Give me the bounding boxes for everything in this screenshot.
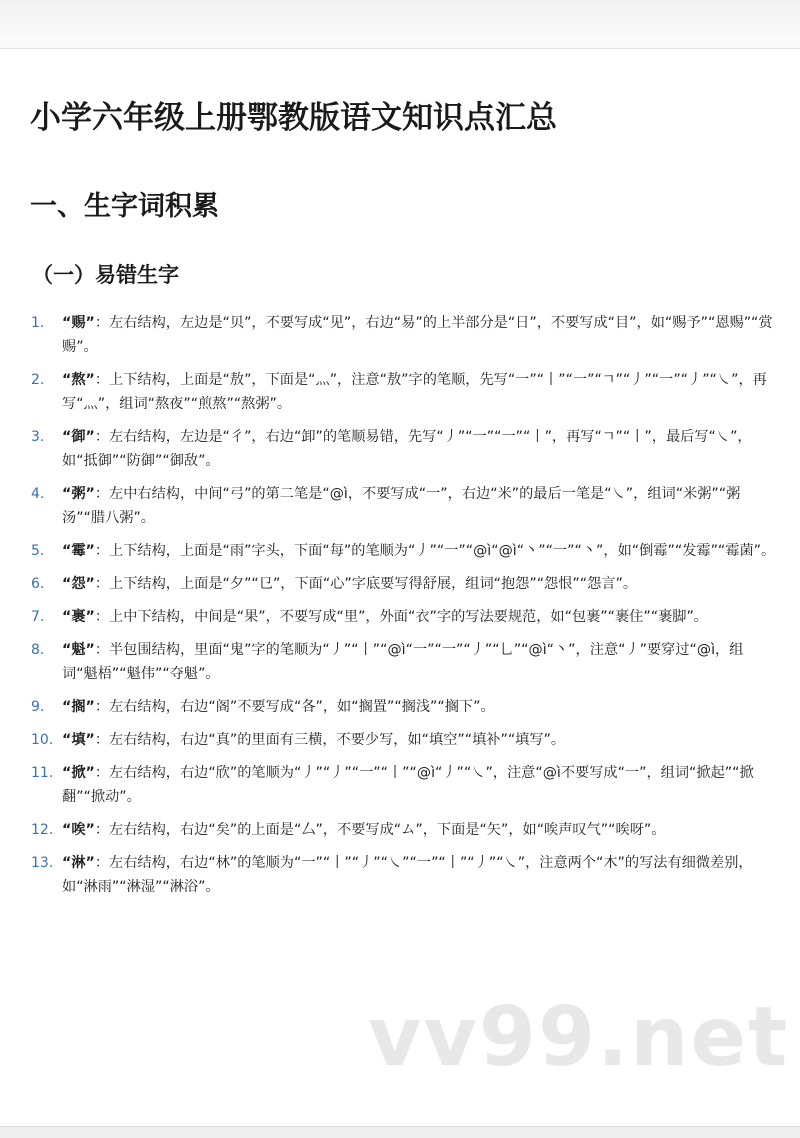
list-item — [0, 695, 800, 719]
item-text: ：上下结构，上面是“雨”字头，下面“每”的笔顺为“丿”“一”“@ì“@ì“丶”“一”“丶”，如“倒霉”“发霉”“霉菌”。 — [94, 543, 776, 559]
item-text: ：上下结构，上面是“夕”“㔾”，下面“心”字底要写得舒展，组词“抱怨”“怨恨”“怨言”。 — [94, 576, 638, 592]
item-character: “粥” — [62, 486, 95, 502]
item-number: 8. — [31, 642, 45, 658]
item-number: 7. — [31, 609, 45, 625]
item-character: “熬” — [62, 372, 95, 388]
item-character: “唉” — [62, 822, 95, 838]
list-item — [0, 605, 800, 629]
item-text: ：左右结构，右边“林”的笔顺为“一”“丨”“丿”“㇏”“一”“丨”“丿”“㇏”，注意两个“木”的写法有细微差别，如“淋雨”“淋湿”“淋浴”。 — [62, 855, 753, 895]
item-text: ：左右结构，右边“矣”的上面是“厶”，不要写成“ム”，下面是“矢”，如“唉声叹气”“唉呀”。 — [94, 822, 666, 838]
item-number: 5. — [31, 543, 45, 559]
list-item — [0, 728, 800, 752]
item-character: “填” — [62, 732, 95, 748]
watermark: vv99.net — [368, 990, 790, 1085]
item-character: “裹” — [62, 609, 95, 625]
item-number: 3. — [31, 429, 45, 445]
item-text: ：左右结构，右边“阁”不要写成“各”，如“搁置”“搁浅”“搁下”。 — [94, 699, 495, 715]
item-character: “淋” — [62, 855, 95, 871]
top-bar — [0, 0, 800, 49]
item-character: “赐” — [62, 315, 95, 331]
item-text: ：上下结构，上面是“敖”，下面是“灬”，注意“敖”字的笔顺，先写“一”“丨”“一”“ㄱ”“丿”“一”“丿”“㇏”，再写“灬”，组词“熬夜”“煎熬”“熬粥”。 — [62, 372, 767, 412]
list-item — [0, 482, 800, 530]
item-number: 13. — [31, 855, 54, 871]
item-character: “搁” — [62, 699, 95, 715]
list-item — [0, 761, 800, 809]
list-item — [0, 851, 800, 899]
character-list — [0, 311, 800, 908]
page-bottom-edge — [0, 1126, 800, 1138]
page-title: 小学六年级上册鄂教版语文知识点汇总 — [30, 100, 557, 136]
item-character: “魁” — [62, 642, 95, 658]
item-text: ：左右结构，左边是“彳”，右边“卸”的笔顺易错，先写“丿”“一”“一”“丨”，再写“ㄱ”“丨”，最后写“㇏”，如“抵御”“防御”“御敌”。 — [62, 429, 752, 469]
list-item — [0, 638, 800, 686]
item-number: 4. — [31, 486, 45, 502]
section-heading: 一、生字词积累 — [30, 191, 219, 222]
item-character: “御” — [62, 429, 95, 445]
item-number: 11. — [31, 765, 54, 781]
item-text: ：左中右结构，中间“弓”的第二笔是“@ì，不要写成“一”，右边“米”的最后一笔是“㇏”，组词“米粥”“粥汤”“腊八粥”。 — [62, 486, 741, 526]
item-number: 12. — [31, 822, 54, 838]
item-text: ：左右结构，左边是“贝”，不要写成“见”，右边“易”的上半部分是“日”，不要写成“目”，如“赐予”“恩赐”“赏赐”。 — [62, 315, 773, 355]
item-text: ：左右结构，右边“真”的里面有三横，不要少写，如“填空”“填补”“填写”。 — [94, 732, 566, 748]
item-text: ：上中下结构，中间是“果”，不要写成“里”，外面“衣”字的写法要规范，如“包裹”“裹住”“裹脚”。 — [94, 609, 708, 625]
list-item — [0, 572, 800, 596]
item-number: 6. — [31, 576, 45, 592]
item-character: “霉” — [62, 543, 95, 559]
item-number: 1. — [31, 315, 45, 331]
item-character: “掀” — [62, 765, 95, 781]
item-number: 9. — [31, 699, 45, 715]
list-item — [0, 425, 800, 473]
subsection-heading: （一）易错生字 — [32, 263, 179, 287]
list-item — [0, 311, 800, 359]
item-text: ：半包围结构，里面“鬼”字的笔顺为“丿”“丨”“@ì“一”“一”“丿”“乚”“@ì“丶”，注意“丿”要穿过“@ì，组词“魁梧”“魁伟”“夺魁”。 — [62, 642, 744, 682]
list-item — [0, 539, 800, 563]
item-number: 10. — [31, 732, 54, 748]
item-number: 2. — [31, 372, 45, 388]
item-character: “怨” — [62, 576, 95, 592]
list-item — [0, 818, 800, 842]
item-text: ：左右结构，右边“欣”的笔顺为“丿”“丿”“一”“丨”“@ì“丿”“㇏”，注意“@ì不要写成“一”，组词“掀起”“掀翻”“掀动”。 — [62, 765, 754, 805]
list-item — [0, 368, 800, 416]
